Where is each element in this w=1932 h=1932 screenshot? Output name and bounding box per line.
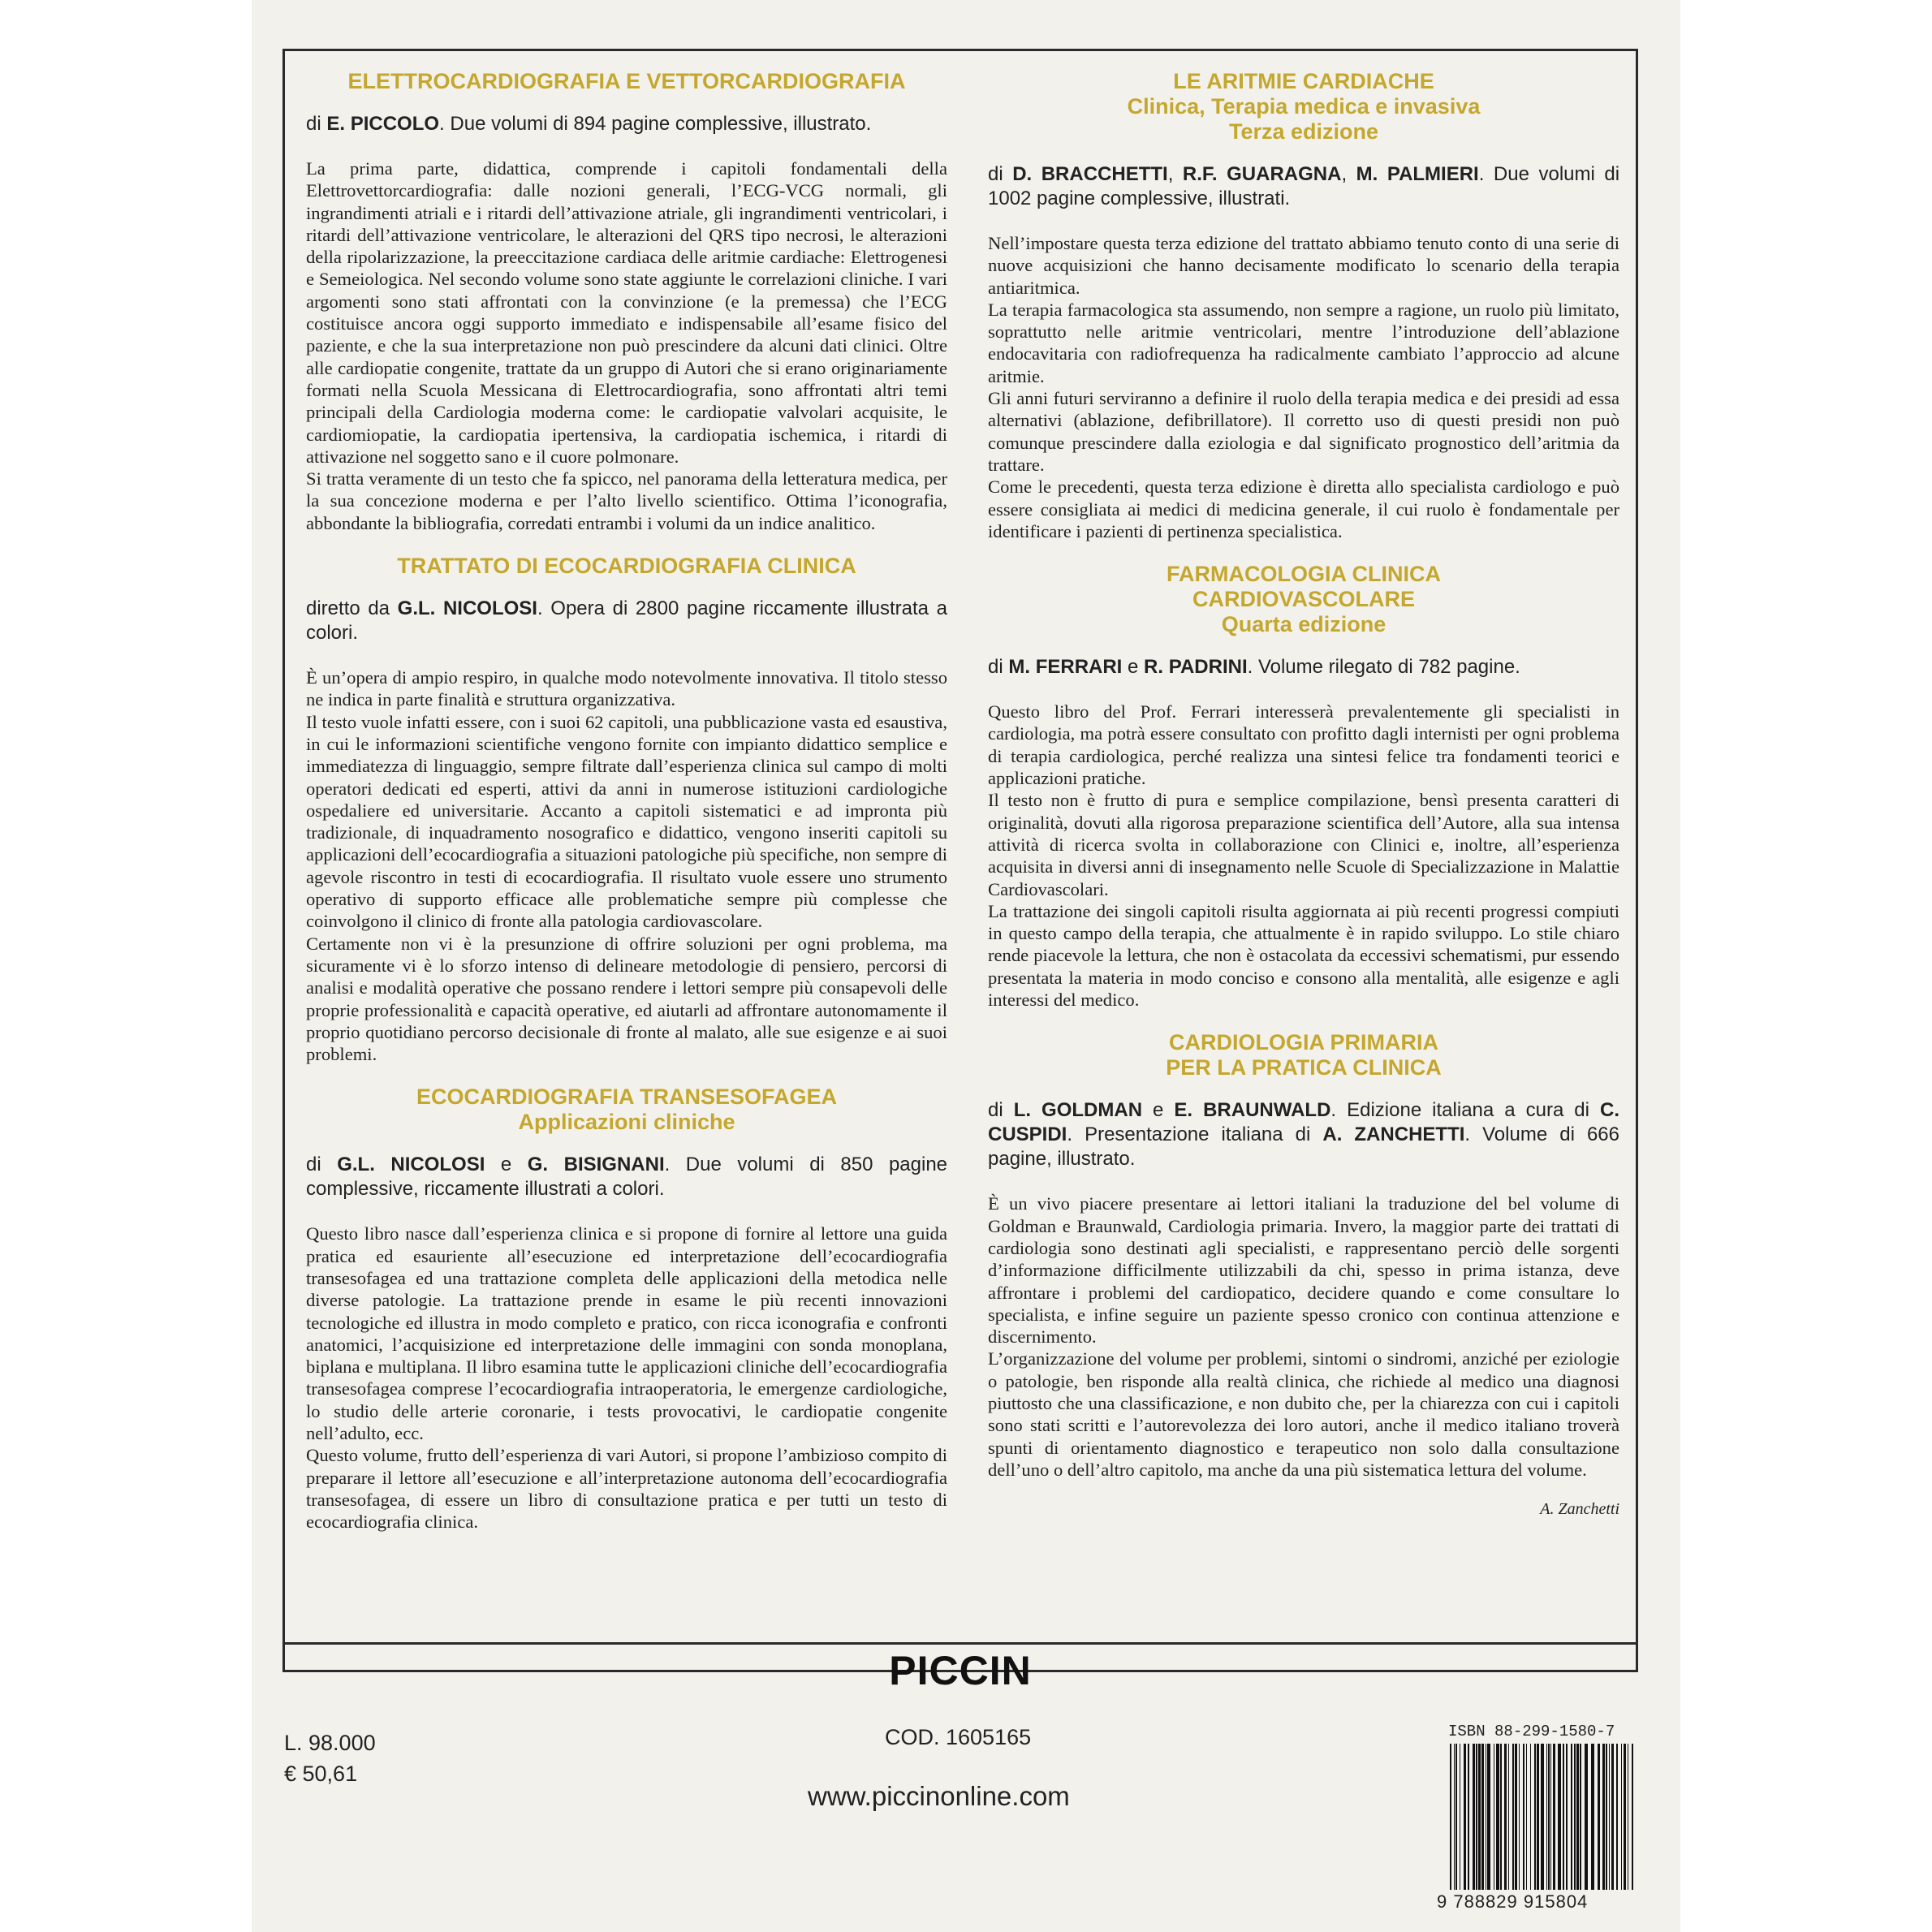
book-title: ECOCARDIOGRAFIA TRANSESOFAGEA Applicazioni cliniche [306, 1085, 947, 1135]
author-name: A. ZANCHETTI [1322, 1123, 1465, 1146]
book-subtitle: Clinica, Terapia medica e invasiva [1127, 94, 1481, 119]
book-description: La prima parte, didattica, comprende i capitoli fondamentali della Elettrovettorcardiografia: dalle nozioni generali, l’ECG-VCG normali, gli ingrandimenti atriali e i ritardi dell’attivazione atriale, gli ingrandimenti ventricolari, i ritardi dell’attivazione ventricolare, le alterazioni del QRS tipo necrosi, le alterazioni della ripolarizzazione, la preeccitazione cardiaca delle aritmie cardiache: Elettrogenesi e Semeiologica. Nel secondo volume sono state aggiunte le correlazioni cliniche. I vari argomenti sono stati affrontati con la convinzione (e la premessa) che l’ECG costituisce ancora oggi supporto immediato e indispensabile all’esame fisico del paziente, e che la sua interpretazione non può prescindere da alcuni dati clinici. Oltre alle cardiopatie congenite, trattate da un gruppo di Autori che si erano originariamente formati nella Scuola Messicana di Elettrocardiografia, sono affrontati altri temi principali della Cardiologia moderna come: le cardiopatie valvolari acquisite, le cardiomiopatie, la cardiopatia ipertensiva, la cardiopatia ischemica, i ritardi di attivazione nel soggetto sano e il cuore polmonare. Si tratta veramente di un testo che fa spicco, nel panorama della letteratura medica, per la sua concezione moderna e per l’alto livello scientifico. Ottima l’iconografia, abbondante la bibliografia, corredati entrambi i volumi da un indice analitico. [306, 158, 947, 533]
book-byline: di G.L. NICOLOSI e G. BISIGNANI. Due volumi di 850 pagine complessive, riccamente illustrati a colori. [306, 1154, 948, 1201]
book-edition: Terza edizione [1228, 119, 1379, 144]
author-name: E. BRAUNWALD [1174, 1099, 1331, 1122]
author-name: R.F. GUARAGNA [1182, 163, 1342, 185]
publisher-logo: PICCIN [889, 1648, 1032, 1693]
author-name: G. BISIGNANI [527, 1154, 665, 1176]
publisher-url: www.piccinonline.com [808, 1781, 1070, 1811]
book-title: ELETTROCARDIOGRAFIA E VETTORCARDIOGRAFIA [347, 69, 906, 93]
book-description: È un vivo piacere presentare ai lettori italiani la traduzione del bel volume di Goldman e Braunwald, Cardiologia primaria. Invero, la maggior parte dei trattati di cardiologia sono destinati agli specialisti, e rappresentano perciò delle sorgenti d’informazione difficilmente utilizzabili da chi, spesso in prima istanza, deve affrontare i problemi del cardiopatico, decidere quando e come consultare lo specialista, e infine seguire un paziente spesso cronico con continua attenzione e discernimento. L’organizzazione del volume per problemi, sintomi o sindromi, anziché per eziologie o patologie, ben risponde alla realtà clinica, che richiede al medico una diagnosi piuttosto che una classificazione, e non dubito che, per la chiarezza con cui i capitoli sono stati scritti e l’autorevolezza dei loro autori, anche il medico italiano troverà spunti di orientamento diagnostico e terapeutico non solo dalla consultazione dell’uno o dell’altro capitolo, ma anche da una più sistematica lettura del volume. [988, 1193, 1619, 1480]
book-description: È un’opera di ampio respiro, in qualche modo notevolmente innovativa. Il titolo stesso ne indica in parte finalità e struttura organizzativa. Il testo vuole infatti essere, con i suoi 62 capitoli, una pubblicazione vasta ed esaustiva, in cui le informazioni scientifiche vengono fornite con impianto didattico semplice e immediatezza di linguaggio, sempre filtrate dall’esperienza clinica sul campo di molti operatori dedicati ed esperti, attivi da anni in numerose istituzioni cardiologiche ospedaliere ed universitarie. Accanto a capitoli sistematici e ad impronta più tradizionale, di inquadramento nosografico e didattico, vengono inseriti capitoli su applicazioni dell’ecocardiografia a situazioni patologiche più specifiche, non sempre di agevole riscontro in testi di ecocardiografia. Il risultato vuole essere uno strumento operativo di supporto efficace alle problematiche sempre più complesse che coinvolgono il clinico di fronte alla patologia cardiovascolare. Certamente non vi è la presunzione di offrire soluzioni per ogni problema, ma sicuramente vi è lo sforzo intenso di delineare metodologie di pensiero, percorsi di analisi e modalità operative che possano rendere i lettori sempre più consapevoli delle proprie professionalità e capacità operative, ed aiutarli ad affrontare autonomamente il proprio quotidiano percorso decisionale di fronte al malato, alle sue esigenze e ai suoi problemi. [306, 667, 947, 1065]
book-description: Questo libro del Prof. Ferrari interesserà prevalentemente gli specialisti in cardiologia, ma potrà essere consultato con profitto dagli internisti per ogni problema di terapia cardiologica, perché realizza una sintesi felice tra fondamenti teorici e applicazioni pratiche. Il testo non è frutto di pura e semplice compilazione, bensì presenta caratteri di originalità, dovuti alla rigorosa preparazione scientifica dell’Autore, alla sua intensa attività di ricerca svolta in collaborazione con Clinici e, inoltre, all’esperienza acquisita in diversi anni di insegnamento nelle Scuole di Specializzazione in Malattie Cardiovascolari. La trattazione dei singoli capitoli risulta aggiornata ai più recenti progressi compiuti in questo campo della terapia, che attualmente è in rapido sviluppo. Lo stile chiaro rende piacevole la lettura, che non è ostacolata da eccessivi schematismi, pur essendo presentata la materia in modo conciso e consono alla mentalità, alle esigenze e agli interessi del medico. [988, 701, 1619, 1011]
author-name: E. PICCOLO [326, 113, 440, 135]
left-column [306, 69, 947, 1553]
book-title: TRATTATO DI ECOCARDIOGRAFIA CLINICA [397, 554, 856, 579]
author-name: C. CUSPIDI [988, 1099, 1620, 1146]
book-byline: di L. GOLDMAN e E. BRAUNWALD. Edizione italiana a cura di C. CUSPIDI. Presentazione italiana di A. ZANCHETTI. Volume di 666 pagine, illustrato. [988, 1099, 1620, 1171]
book-subtitle: Applicazioni cliniche [518, 1110, 735, 1135]
book-byline: di D. BRACCHETTI, R.F. GUARAGNA, M. PALMIERI. Due volumi di 1002 pagine complessive, illustrati. [988, 163, 1620, 209]
signature: A. Zanchetti [1540, 1500, 1619, 1519]
isbn: ISBN 88-299-1580-7 [1448, 1723, 1615, 1740]
author-name: M. PALMIERI [1356, 163, 1479, 185]
book-description: Nell’impostare questa terza edizione del trattato abbiamo tenuto conto di una serie di nuove acquisizioni che hanno decisamente modificato lo scenario della terapia antiaritmica. La terapia farmacologica sta assumendo, non sempre a ragione, un ruolo più limitato, soprattutto nelle aritmie ventricolari, mentre l’introduzione dell’ablazione endocavitaria con radiofrequenza ha radicalmente cambiato l’approccio ad alcune aritmie. Gli anni futuri serviranno a definire il ruolo della terapia medica e dei presidi ad essa alternativi (ablazione, defibrillatore). Il corretto uso di questi presidi non può comunque prescindere dalla eziologia e dal significato prognostico dell’aritmia da trattare. Come le precedenti, questa terza edizione è diretta allo specialista cardiologo e può essere consigliata ai medici di medicina generale, il cui ruolo è fondamentale per identificare i pazienti di pertinenza specialistica. [988, 233, 1619, 541]
book-entry [306, 1085, 947, 1533]
book-byline: di E. PICCOLO. Due volumi di 894 pagine complessive, illustrato. [306, 113, 872, 135]
book-byline: di M. FERRARI e R. PADRINI. Volume rilegato di 782 pagine. [988, 656, 1520, 679]
price-euro: € 50,61 [284, 1762, 358, 1786]
author-name: R. PADRINI [1144, 656, 1248, 679]
book-entry [306, 554, 947, 1065]
book-entry [988, 1030, 1619, 1519]
author-name: M. FERRARI [1008, 656, 1123, 679]
book-entry [988, 562, 1619, 1011]
content-frame [282, 49, 1638, 1693]
book-title: FARMACOLOGIA CLINICA CARDIOVASCOLARE Quarta edizione [988, 562, 1619, 637]
author-name: D. BRACCHETTI [1012, 163, 1168, 185]
book-title: LE ARITMIE CARDIACHE Clinica, Terapia medica e invasiva Terza edizione [988, 69, 1619, 144]
book-description: Questo libro nasce dall’esperienza clinica e si propone di fornire al lettore una guida pratica ed esauriente all’esecuzione ed interpretazione dell’ecocardiografia transesofagea ed una trattazione completa delle applicazioni della metodica nelle diverse patologie. La trattazione prende in esame le più recenti innovazioni tecnologiche ed illustra in modo completo e pratico, con ricca iconografia e confronti anatomici, l’acquisizione ed interpretazione delle immagini con sonda monoplana, biplana e multiplana. Il libro esamina tutte le applicazioni cliniche dell’ecocardiografia transesofagea comprese l’ecocardiografia intraoperatoria, le emergenze cardiologiche, lo studio delle arterie coronarie, i tests provocativi, le cardiopatie congenite nell’adulto, ecc. Questo volume, frutto dell’esperienza di vari Autori, si propone l’ambizioso compito di preparare il lettore all’esecuzione e all’interpretazione autonoma dell’ecocardiografia transesofagea, di essere un libro di consultazione pratica e per tutti un testo di ecocardiografia clinica. [306, 1223, 947, 1533]
barcode-icon [1447, 1744, 1638, 1898]
book-edition: Quarta edizione [1221, 612, 1386, 637]
book-title: CARDIOLOGIA PRIMARIA PER LA PRATICA CLINICA [1166, 1030, 1442, 1080]
book-entry [988, 69, 1619, 542]
divider [285, 1642, 1636, 1645]
author-name: L. GOLDMAN [1013, 1099, 1143, 1122]
author-name: G.L. NICOLOSI [397, 597, 537, 620]
right-column [988, 69, 1619, 1519]
barcode-digits: 9 788829 915804 [1437, 1891, 1589, 1912]
book-byline: diretto da G.L. NICOLOSI. Opera di 2800 pagine riccamente illustrata a colori. [306, 597, 948, 645]
book-entry [306, 69, 947, 534]
author-name: G.L. NICOLOSI [337, 1154, 485, 1176]
product-code: COD. 1605165 [885, 1725, 1032, 1749]
price-lire: L. 98.000 [284, 1731, 376, 1755]
